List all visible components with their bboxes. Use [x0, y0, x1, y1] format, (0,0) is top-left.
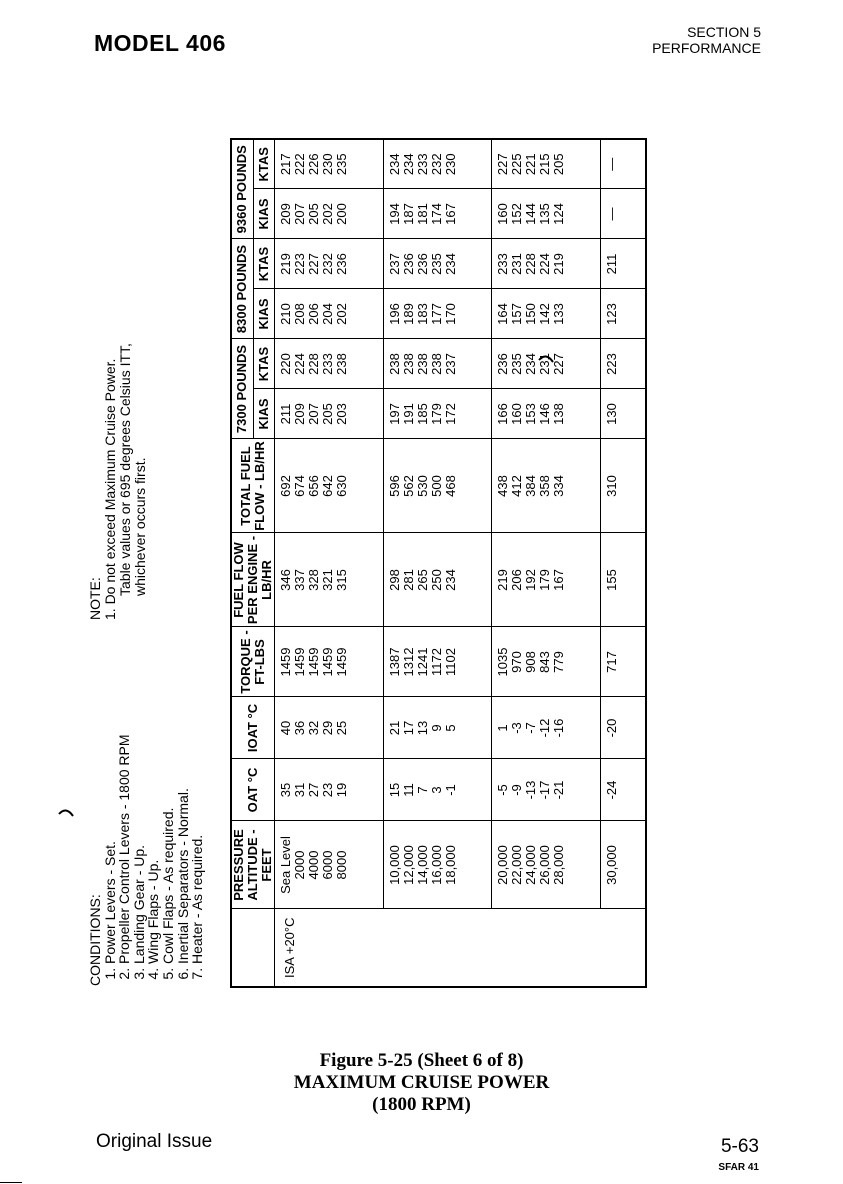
- table-value: 468: [442, 475, 458, 497]
- altitude-cell: [383, 821, 492, 909]
- table-value: 210: [278, 303, 293, 325]
- rotated-performance-content: [88, 140, 640, 988]
- oat-cell: [492, 759, 601, 821]
- table-value: 219: [551, 253, 567, 275]
- table-value: 238: [400, 353, 416, 375]
- table-value: 3: [428, 786, 444, 794]
- table-value: 16,000: [428, 845, 444, 885]
- table-value: 167: [551, 569, 567, 591]
- section-title: PERFORMANCE: [652, 40, 761, 56]
- table-value: 192: [523, 569, 539, 591]
- table-value: 412: [509, 475, 525, 497]
- total-fuel-flow-cell: [600, 439, 646, 533]
- table-value: -24: [603, 780, 619, 800]
- table-value: -9: [509, 784, 525, 796]
- table-value: 152: [509, 203, 525, 225]
- table-value: 843: [537, 651, 553, 673]
- condition-item: 2. Propeller Control Levers - 1800 RPM: [117, 734, 132, 964]
- total-fuel-flow-cell: [383, 439, 492, 533]
- table-value: -17: [537, 780, 553, 800]
- conditions-block: [88, 734, 205, 986]
- table-value: -16: [551, 718, 567, 738]
- table-row: [275, 139, 384, 987]
- table-value: 1312: [400, 647, 416, 677]
- table-value: 9: [428, 724, 444, 732]
- ktas-header: KTAS: [253, 339, 274, 389]
- table-value: 231: [509, 253, 525, 275]
- table-value: 227: [306, 253, 321, 275]
- oat-cell: [600, 759, 646, 821]
- fuel-flow-engine-cell: [492, 533, 601, 627]
- oat-cell: [275, 759, 384, 821]
- table-value: 315: [334, 569, 349, 591]
- table-value: 160: [495, 203, 511, 225]
- note-line: whichever occurs first.: [132, 457, 148, 596]
- fuel-flow-engine-cell: [275, 533, 384, 627]
- weight-8300-header: 8300 POUNDS: [231, 239, 253, 339]
- table-value: 26,000: [537, 845, 553, 885]
- table-value: 23: [320, 782, 335, 798]
- table-value: 179: [537, 569, 553, 591]
- table-value: 130: [603, 403, 619, 425]
- isa-label: ISA +20°C: [275, 909, 647, 987]
- table-value: 500: [428, 475, 444, 497]
- ktas-7300-cell: [492, 339, 601, 389]
- table-value: 5: [442, 724, 458, 732]
- ioat-cell: [275, 697, 384, 759]
- table-value: 172: [442, 403, 458, 425]
- table-value: 207: [306, 403, 321, 425]
- table-value: 215: [537, 153, 553, 176]
- table-value: 779: [551, 651, 567, 673]
- table-value: 630: [334, 475, 349, 497]
- table-value: 22,000: [509, 845, 525, 885]
- table-value: 228: [306, 353, 321, 375]
- table-value: 208: [292, 303, 307, 325]
- ktas-header: KTAS: [253, 139, 274, 189]
- condition-item: 5. Cowl Flaps - As required.: [161, 734, 176, 964]
- table-value: 28,000: [551, 845, 567, 885]
- table-value: -20: [603, 718, 619, 738]
- table-value: 1459: [292, 647, 307, 677]
- table-value: 25: [334, 720, 349, 736]
- table-value: 4000: [306, 850, 321, 880]
- torque-cell: [600, 627, 646, 697]
- table-value: 1459: [320, 647, 335, 677]
- ktas-8300-cell: [383, 239, 492, 289]
- table-value: 221: [523, 153, 539, 176]
- table-value: 908: [523, 651, 539, 673]
- table-value: 206: [306, 303, 321, 325]
- table-value: 19: [334, 782, 349, 798]
- torque-header: TORQUE - FT-LBS: [231, 627, 275, 697]
- table-value: 384: [523, 475, 539, 497]
- ktas-7300-cell: [275, 339, 384, 389]
- table-value: 205: [306, 203, 321, 225]
- footer-sfar: SFAR 41: [718, 1162, 759, 1173]
- table-value: 328: [306, 569, 321, 591]
- table-value: 203: [334, 403, 349, 425]
- table-row: [383, 139, 492, 987]
- ktas-9360-cell: [383, 139, 492, 189]
- table-value: 144: [523, 203, 539, 225]
- table-value: 562: [400, 475, 416, 497]
- table-value: 135: [537, 203, 553, 225]
- footer-issue: Original Issue: [96, 1131, 213, 1152]
- kias-8300-cell: [383, 289, 492, 339]
- table-value: 227: [495, 153, 511, 176]
- condition-item: 6. Inertial Separators - Normal.: [176, 734, 191, 964]
- ioat-cell: [600, 697, 646, 759]
- table-value: —: [603, 157, 619, 171]
- kias-7300-cell: [600, 389, 646, 439]
- table-value: 24,000: [523, 845, 539, 885]
- table-value: 211: [278, 403, 293, 425]
- table-value: 237: [386, 253, 402, 275]
- table-value: 202: [320, 203, 335, 225]
- table-value: 142: [537, 303, 553, 325]
- table-value: 27: [306, 782, 321, 798]
- table-value: 298: [386, 569, 402, 591]
- table-value: 2000: [292, 850, 307, 880]
- table-value: 233: [495, 253, 511, 275]
- table-value: 138: [551, 403, 567, 425]
- table-value: 179: [428, 403, 444, 425]
- binder-mark-icon: [58, 806, 74, 820]
- table-value: 219: [495, 569, 511, 591]
- table-value: 530: [414, 475, 430, 497]
- table-value: 206: [509, 569, 525, 591]
- table-value: 281: [400, 569, 416, 591]
- table-value: 228: [523, 253, 539, 275]
- table-value: 236: [400, 253, 416, 275]
- table-value: 231: [537, 353, 553, 375]
- table-value: 20,000: [495, 845, 511, 885]
- table-value: 167: [442, 203, 458, 225]
- kias-7300-cell: [492, 389, 601, 439]
- figure-number: Figure 5-25 (Sheet 6 of 8): [319, 1050, 524, 1071]
- table-value: 233: [320, 353, 335, 375]
- ktas-8300-cell: [275, 239, 384, 289]
- page-header-model: MODEL 406: [94, 30, 226, 56]
- table-value: 164: [495, 303, 511, 325]
- condition-item: 3. Landing Gear - Up.: [132, 734, 147, 964]
- table-value: 250: [428, 569, 444, 591]
- figure-subtitle: (1800 RPM): [372, 1094, 471, 1115]
- table-value: 220: [278, 353, 293, 375]
- table-value: 234: [523, 353, 539, 375]
- fuel-flow-engine-cell: [600, 533, 646, 627]
- table-value: 170: [442, 303, 458, 325]
- table-value: 40: [278, 720, 293, 736]
- table-value: —: [603, 207, 619, 221]
- table-value: 194: [386, 203, 402, 225]
- table-value: 224: [537, 253, 553, 275]
- table-value: 153: [523, 403, 539, 425]
- table-value: Sea Level: [278, 836, 293, 894]
- kias-9360-cell: [383, 189, 492, 239]
- table-value: 207: [292, 203, 307, 225]
- table-value: 183: [414, 303, 430, 325]
- table-value: 205: [320, 403, 335, 425]
- table-value: 35: [278, 782, 293, 798]
- altitude-cell: [600, 821, 646, 909]
- fuel-flow-engine-header: FUEL FLOW PER ENGINE - LB/HR: [231, 533, 275, 627]
- ktas-9360-cell: [275, 139, 384, 189]
- table-value: 234: [386, 153, 402, 176]
- table-value: 7: [414, 786, 430, 794]
- table-value: 225: [509, 153, 525, 176]
- ktas-8300-cell: [600, 239, 646, 289]
- table-value: 223: [292, 253, 307, 275]
- table-value: 321: [320, 569, 335, 591]
- kias-header: KIAS: [253, 389, 274, 439]
- section-label: SECTION 5: [687, 24, 761, 40]
- table-value: 1459: [334, 647, 349, 677]
- table-value: 211: [603, 253, 619, 275]
- table-value: 31: [292, 782, 307, 798]
- weight-9360-header: 9360 POUNDS: [231, 139, 253, 239]
- conditions-title: CONDITIONS:: [87, 894, 103, 986]
- table-value: 174: [428, 203, 444, 225]
- table-value: -13: [523, 780, 539, 800]
- table-value: 13: [414, 720, 430, 736]
- table-value: 234: [442, 569, 458, 591]
- note-line: Table values or 695 degrees Celsius ITT,: [117, 343, 133, 596]
- table-value: 185: [414, 403, 430, 425]
- table-value: 191: [400, 403, 416, 425]
- table-value: 187: [400, 203, 416, 225]
- note-line: 1. Do not exceed Maximum Cruise Power.: [102, 358, 118, 620]
- oat-cell: [383, 759, 492, 821]
- table-value: 230: [320, 153, 335, 176]
- ktas-9360-cell: [492, 139, 601, 189]
- table-value: 642: [320, 475, 335, 497]
- table-value: 160: [509, 403, 525, 425]
- table-row: [600, 139, 646, 987]
- table-value: 236: [334, 253, 349, 275]
- kias-header: KIAS: [253, 289, 274, 339]
- ioat-cell: [383, 697, 492, 759]
- kias-7300-cell: [275, 389, 384, 439]
- total-fuel-flow-header: TOTAL FUEL FLOW - LB/HR: [231, 439, 275, 533]
- table-value: 14,000: [414, 845, 430, 885]
- table-value: 224: [292, 353, 307, 375]
- table-value: 209: [278, 203, 293, 225]
- table-value: 232: [428, 153, 444, 176]
- condition-item: 1. Power Levers - Set.: [103, 734, 118, 964]
- altitude-cell: [492, 821, 601, 909]
- table-value: 1102: [442, 648, 458, 676]
- table-value: 205: [551, 153, 567, 176]
- table-value: 133: [551, 303, 567, 325]
- table-value: 238: [414, 353, 430, 375]
- table-value: 146: [537, 403, 553, 425]
- ktas-8300-cell: [492, 239, 601, 289]
- table-value: 197: [386, 403, 402, 425]
- kias-7300-cell: [383, 389, 492, 439]
- table-value: 166: [495, 403, 511, 425]
- table-value: 237: [442, 353, 458, 375]
- ktas-7300-cell: [383, 339, 492, 389]
- kias-8300-cell: [275, 289, 384, 339]
- table-value: 236: [414, 253, 430, 275]
- condition-item: 7. Heater - As required.: [190, 734, 205, 964]
- cruise-performance-table: [230, 138, 647, 988]
- table-value: 32: [306, 720, 321, 736]
- oat-header: OAT °C: [231, 759, 275, 821]
- table-value: 235: [428, 253, 444, 275]
- table-value: 238: [428, 353, 444, 375]
- table-value: 222: [292, 153, 307, 176]
- table-value: 204: [320, 303, 335, 325]
- ktas-header: KTAS: [253, 239, 274, 289]
- table-value: 219: [278, 253, 293, 275]
- table-value: 337: [292, 569, 307, 591]
- table-value: 30,000: [603, 845, 619, 885]
- table-value: 202: [334, 303, 349, 325]
- table-value: 1459: [306, 647, 321, 677]
- table-value: 209: [292, 403, 307, 425]
- torque-cell: [492, 627, 601, 697]
- ktas-9360-cell: [600, 139, 646, 189]
- table-value: 970: [509, 651, 525, 673]
- table-value: 265: [414, 569, 430, 591]
- table-value: 124: [551, 203, 567, 225]
- table-value: 235: [509, 353, 525, 375]
- weight-7300-header: 7300 POUNDS: [231, 339, 253, 439]
- table-value: 1035: [495, 647, 511, 677]
- fuel-flow-engine-cell: [383, 533, 492, 627]
- table-value: 36: [292, 720, 307, 736]
- table-value: 189: [400, 303, 416, 325]
- table-value: 1387: [386, 647, 402, 677]
- table-row: [492, 139, 601, 987]
- table-value: -3: [509, 722, 525, 734]
- table-value: 226: [306, 153, 321, 176]
- ktas-7300-cell: [600, 339, 646, 389]
- table-value: 157: [509, 303, 525, 325]
- corner-rule: [0, 1182, 22, 1183]
- table-value: 12,000: [400, 845, 416, 885]
- table-value: 674: [292, 475, 307, 497]
- table-value: 150: [523, 303, 539, 325]
- footer-page-number: 5-63: [720, 1136, 759, 1157]
- table-value: 196: [386, 303, 402, 325]
- altitude-header: PRESSURE ALTITUDE - FEET: [231, 821, 275, 909]
- table-value: 177: [428, 303, 444, 325]
- table-value: 227: [551, 353, 567, 375]
- kias-9360-cell: [600, 189, 646, 239]
- table-value: 17: [400, 720, 416, 736]
- table-value: 10,000: [386, 845, 402, 885]
- table-value: 230: [442, 153, 458, 176]
- table-value: 21: [386, 720, 402, 736]
- table-value: 217: [278, 153, 293, 176]
- table-value: 15: [386, 782, 402, 798]
- table-value: 238: [386, 353, 402, 375]
- kias-9360-cell: [492, 189, 601, 239]
- table-value: 232: [320, 253, 335, 275]
- ioat-cell: [492, 697, 601, 759]
- table-value: 236: [495, 353, 511, 375]
- table-value: -1: [442, 784, 458, 796]
- table-value: 692: [278, 475, 293, 497]
- table-value: 181: [414, 203, 430, 225]
- table-value: -7: [523, 722, 539, 734]
- isa-column-header: [231, 909, 275, 987]
- table-value: 235: [334, 153, 349, 176]
- condition-item: 4. Wing Flaps - Up.: [146, 734, 161, 964]
- table-value: -5: [495, 784, 511, 796]
- torque-cell: [275, 627, 384, 697]
- page-header-section: [652, 24, 761, 56]
- total-fuel-flow-cell: [275, 439, 384, 533]
- total-fuel-flow-cell: [492, 439, 601, 533]
- table-value: 8000: [334, 850, 349, 880]
- table-value: 438: [495, 475, 511, 497]
- note-title: NOTE:: [87, 577, 103, 620]
- kias-header: KIAS: [253, 189, 274, 239]
- table-value: 334: [551, 475, 567, 497]
- table-value: 358: [537, 475, 553, 497]
- table-value: 18,000: [442, 845, 458, 885]
- table-value: 346: [278, 569, 293, 591]
- table-value: 223: [603, 353, 619, 375]
- kias-9360-cell: [275, 189, 384, 239]
- note-block: [88, 343, 148, 620]
- table-value: 1: [495, 724, 511, 732]
- table-value: 717: [603, 651, 619, 673]
- table-value: 1241: [414, 647, 430, 677]
- table-value: 1172: [428, 648, 444, 676]
- table-value: 123: [603, 303, 619, 325]
- table-value: 234: [400, 153, 416, 176]
- table-value: 200: [334, 203, 349, 225]
- table-value: 310: [603, 475, 619, 497]
- table-value: 234: [442, 253, 458, 275]
- ioat-header: IOAT °C: [231, 697, 275, 759]
- table-value: 11: [400, 783, 416, 797]
- table-value: 29: [320, 720, 335, 736]
- table-value: 6000: [320, 850, 335, 880]
- table-value: 238: [334, 353, 349, 375]
- altitude-cell: [275, 821, 384, 909]
- table-value: 1459: [278, 647, 293, 677]
- table-value: 596: [386, 475, 402, 497]
- torque-cell: [383, 627, 492, 697]
- table-value: -21: [551, 780, 567, 800]
- table-value: 233: [414, 153, 430, 176]
- table-value: 656: [306, 475, 321, 497]
- kias-8300-cell: [492, 289, 601, 339]
- table-value: 155: [603, 569, 619, 591]
- table-value: -12: [537, 718, 553, 738]
- kias-8300-cell: [600, 289, 646, 339]
- figure-caption: [0, 1050, 843, 1116]
- figure-title: MAXIMUM CRUISE POWER: [293, 1072, 550, 1093]
